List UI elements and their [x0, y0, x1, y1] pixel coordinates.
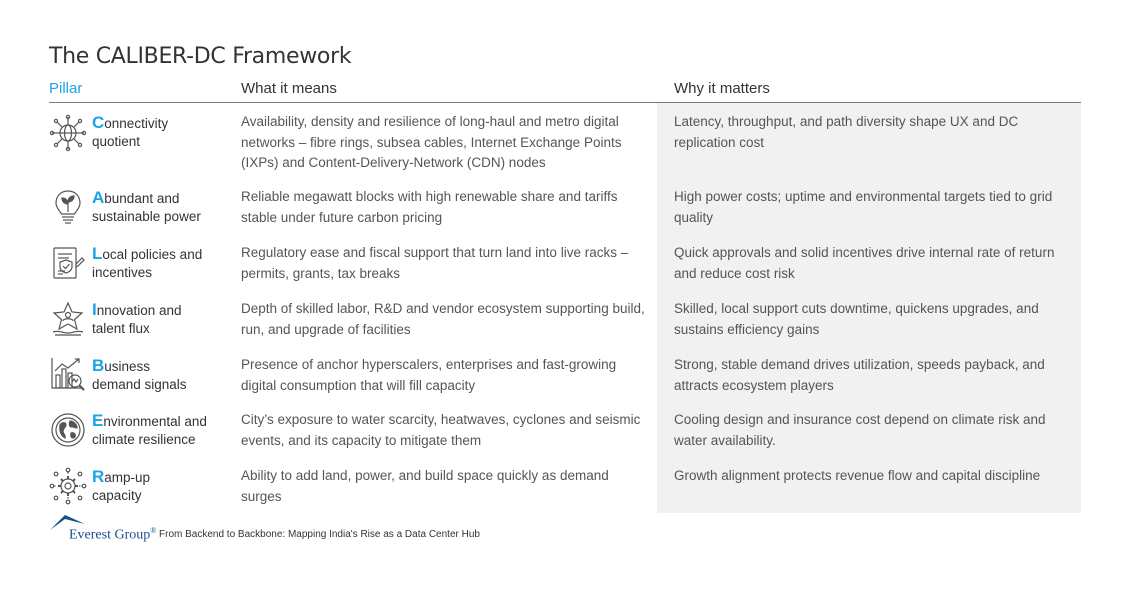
footer [49, 512, 649, 546]
earth-icon [49, 411, 87, 449]
pillar-name-rest: amp-up [104, 470, 151, 485]
why-it-matters-cell: Skilled, local support cuts downtime, quickens upgrades, and sustains efficiency gains [674, 301, 1039, 337]
pillar-initial: E [92, 411, 104, 430]
chart-magnifier-icon [49, 355, 87, 393]
pillar-initial: B [92, 356, 105, 375]
pillar-name-rest: usiness [104, 359, 151, 374]
gear-network-icon [49, 467, 87, 505]
lightbulb-leaf-icon [49, 187, 87, 225]
header-why-it-matters: Why it matters [674, 80, 770, 97]
pillar-name [92, 468, 232, 505]
why-it-matters-cell: High power costs; uptime and environmental targets tied to grid quality [674, 189, 1053, 225]
pillar-name-line2: capacity [92, 488, 142, 503]
pillar-name-rest: bundant and [104, 191, 180, 206]
what-it-means-cell: Regulatory ease and fiscal support that turn land into live racks – permits, grants, tax breaks [241, 245, 629, 281]
everest-group-logo [49, 512, 159, 544]
pillar-initial: C [92, 113, 105, 132]
pillar-name-rest: nvironmental and [103, 414, 207, 429]
what-it-means-cell: Reliable megawatt blocks with high renewable share and tariffs stable under future carbon pricing [241, 189, 618, 225]
pillar-name-line2: demand signals [92, 377, 187, 392]
pillar-name-line2: talent flux [92, 321, 150, 336]
pillar-name-line2: climate resilience [92, 432, 196, 447]
pillar-initial: I [92, 300, 97, 319]
pillar-name [92, 114, 232, 151]
what-it-means-cell: City’s exposure to water scarcity, heatwaves, cyclones and seismic events, and its capacity to mitigate them [241, 412, 641, 448]
pillar-name [92, 301, 232, 338]
pillar-name-line2: sustainable power [92, 209, 201, 224]
why-it-matters-cell: Strong, stable demand drives utilization, speeds payback, and attracts ecosystem players [674, 357, 1045, 393]
pillar-name [92, 189, 232, 226]
pillar-name [92, 245, 232, 282]
header-pillar: Pillar [49, 80, 83, 97]
logo-registered-mark: ® [150, 526, 157, 535]
why-it-matters-cell: Latency, throughput, and path diversity shape UX and DC replication cost [674, 114, 1019, 150]
why-it-matters-cell: Cooling design and insurance cost depend on climate risk and water availability. [674, 412, 1046, 448]
star-hand-icon [49, 300, 87, 338]
page-title: The CALIBER-DC Framework [49, 44, 352, 69]
header-what-it-means: What it means [241, 80, 337, 97]
why-it-matters-cell: Growth alignment protects revenue flow and capital discipline [674, 468, 1041, 483]
pillar-name-rest: ocal policies and [102, 247, 203, 262]
pillar-name [92, 412, 232, 449]
policy-document-icon [49, 244, 87, 282]
what-it-means-cell: Depth of skilled labor, R&D and vendor ecosystem supporting build, run, and upgrade of facilities [241, 301, 645, 337]
what-it-means-cell: Availability, density and resilience of long-haul and metro digital networks – fibre rings, subsea cables, Internet Exchange Points (IXPs) and Content-Delivery-Network (CDN) nodes [241, 114, 622, 170]
pillar-name [92, 357, 232, 394]
logo-name: Everest Group [69, 527, 151, 543]
pillar-name-line2: quotient [92, 134, 141, 149]
what-it-means-cell: Ability to add land, power, and build space quickly as demand surges [241, 468, 609, 504]
why-it-matters-cell: Quick approvals and solid incentives drive internal rate of return and reduce cost risk [674, 245, 1055, 281]
pillar-initial: R [92, 467, 105, 486]
pillar-name-rest: onnectivity [104, 116, 169, 131]
pillar-initial: A [92, 188, 105, 207]
pillar-initial: L [92, 244, 103, 263]
logo-text [69, 526, 156, 544]
source-text: From Backend to Backbone: Mapping India's Rise as a Data Center Hub [159, 529, 480, 540]
what-it-means-cell: Presence of anchor hyperscalers, enterprises and fast-growing digital consumption that will fill capacity [241, 357, 617, 393]
globe-network-icon [49, 114, 87, 152]
pillar-name-line2: incentives [92, 265, 153, 280]
pillar-name-rest: nnovation and [96, 303, 182, 318]
